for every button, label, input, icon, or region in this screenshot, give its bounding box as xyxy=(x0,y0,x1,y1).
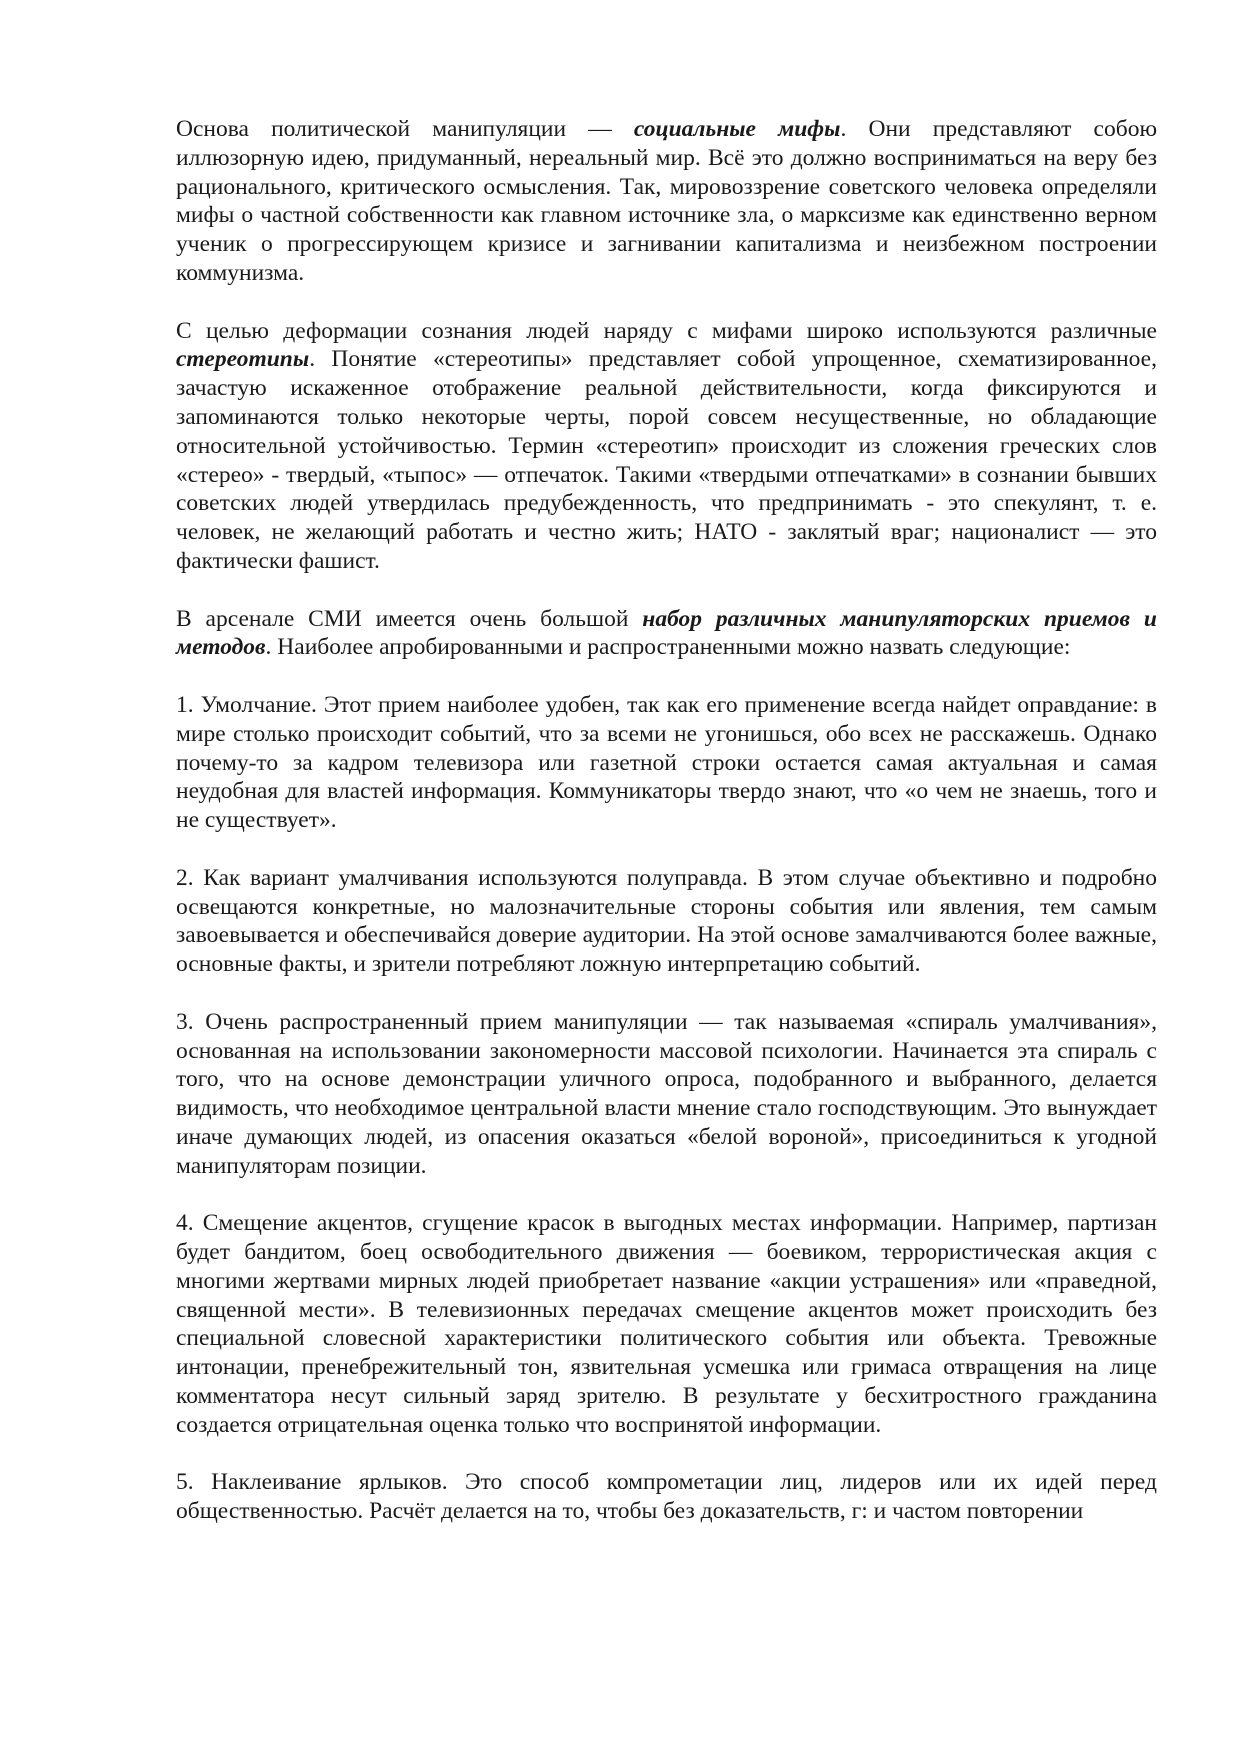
text-run: 2. Как вариант умалчивания используются полуправда. В этом случае объективно и подробно освещаются конкретные, но малозначительные стороны события или явления, тем самым завоевывается и обеспечивайся доверие аудитории. На этой основе замалчиваются более важные, основные факты, и зрители потребляют ложную интерпретацию событий. xyxy=(176,864,1157,978)
emphasized-term: стереотипы xyxy=(176,346,310,373)
list-item-half-truth xyxy=(176,864,1157,979)
list-item-labeling xyxy=(176,1468,1157,1526)
document-page xyxy=(176,115,1157,1555)
emphasized-term: социальные мифы xyxy=(633,116,841,142)
text-run: В арсенале СМИ имеется очень большой xyxy=(176,605,643,632)
text-run: 4. Смещение акцентов, сгущение красок в выгодных местах информации. Например, партизан будет бандитом, боец освободительного движения — боевиком, террористическая акция с многими жертвами мирных людей приобретает название «акции устрашения» или «праведной, священной мести». В телевизионных передачах смещение акцентов может происходить без специальной словесной характеристики политического события или объекта. Тревожные интонации, пренебрежительный тон, язвительная усмешка или гримаса отвращения на лице комментатора несут сильный заряд зрителю. В результате у бесхитростного гражданина создается отрицательная оценка только что воспринятой информации. xyxy=(176,1210,1157,1438)
paragraph-media-methods xyxy=(176,605,1157,663)
text-run: 3. Очень распространенный прием манипуляции — так называемая «спираль умалчивания», основанная на использовании закономерности массовой психологии. Начинается эта спираль с того, что на основе демонстрации уличного опроса, подобранного и выбранного, делается видимость, что необходимое центральной власти мнение стало господствующим. Это вынуждает иначе думающих людей, из опасения оказаться «белой вороной», присоединиться к угодной манипуляторам позиции. xyxy=(176,1008,1157,1179)
emphasized-term: набор различных манипуляторских приемов и методов xyxy=(176,605,1157,661)
paragraph-social-myths xyxy=(176,115,1157,288)
text-run: С целью деформации сознания людей наряду с мифами широко используются различные xyxy=(176,317,1157,344)
text-run: . Наиболее апробированными и распространенными можно назвать следующие: xyxy=(265,634,1071,661)
text-run: . Понятие «стереотипы» представляет собой упрощенное, схематизированное, зачастую искаженное отображение реальной действительности, когда фиксируются и запоминаются только некоторые черты, порой совсем несущественные, но обладающие относительной устойчивостью. Термин «стереотип» происходит из сложения греческих слов «стерео» - твердый, «тыпос» — отпечаток. Такими «твердыми отпечатками» в сознании бывших советских людей утвердилась предубежденность, что предпринимать - это спекулянт, т. е. человек, не желающий работать и честно жить; НАТО - заклятый враг; националист — это фактически фашист. xyxy=(176,346,1157,574)
list-item-spiral-of-silence xyxy=(176,1008,1157,1181)
list-item-accent-shift xyxy=(176,1209,1157,1439)
list-item-omission xyxy=(176,691,1157,835)
paragraph-stereotypes xyxy=(176,317,1157,576)
text-run: Основа политической манипуляции — xyxy=(176,116,634,142)
text-run: 5. Наклеивание ярлыков. Это способ компрометации лиц, лидеров или их идей перед общественностью. Расчёт делается на то, чтобы без доказательств, г: и частом повторении xyxy=(176,1469,1157,1525)
text-run: 1. Умолчание. Этот прием наиболее удобен, так как его применение всегда найдет оправдание: в мире столько происходит событий, что за всеми не угонишься, обо всех не расскажешь. Однако почему-то за кадром телевизора или газетной строки остается самая актуальная и самая неудобная для властей информация. Коммуникаторы твердо знают, что «о чем не знаешь, того и не существует». xyxy=(176,691,1157,834)
text-run: . Они представляют собою иллюзорную идею, придуманный, нереальный мир. Всё это должно восприниматься на веру без рационального, критического осмысления. Так, мировоззрение советского человека определяли мифы о частной собственности как главном источнике зла, о марксизме как единственно верном ученик о прогрессирующем кризисе и загнивании капитализма и неизбежном построении коммунизма. xyxy=(176,116,1158,286)
